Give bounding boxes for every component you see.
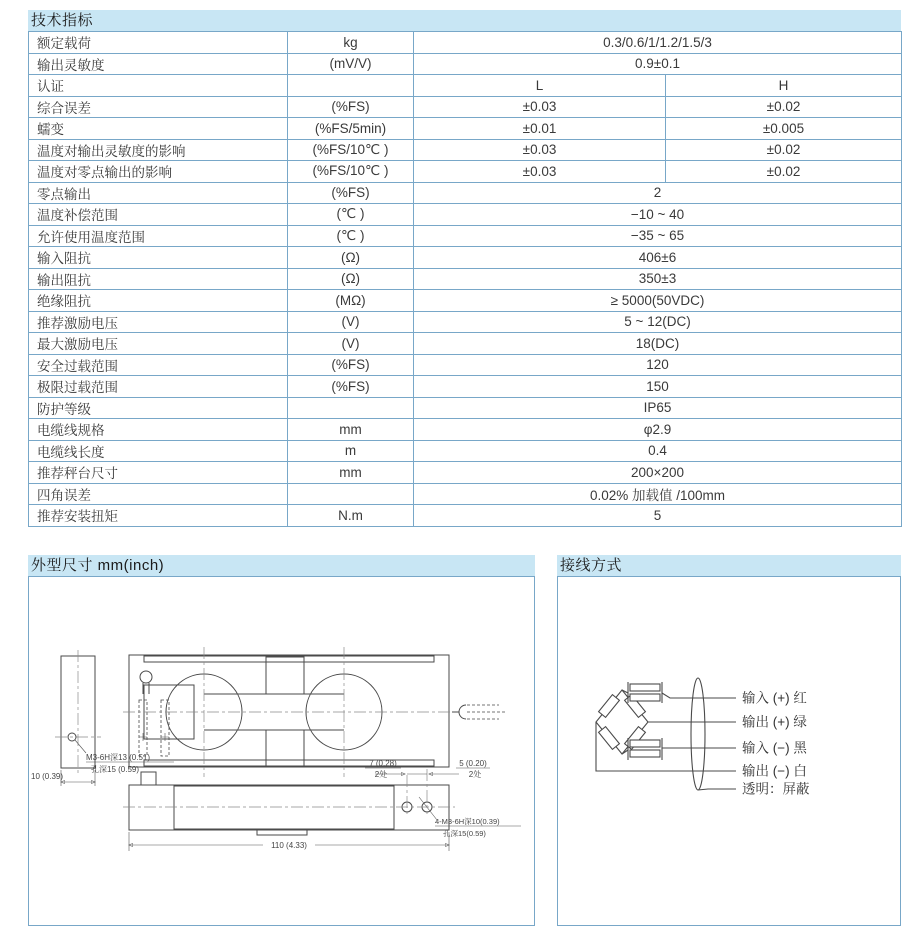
dim-label-5-qty: 2处 <box>468 769 482 779</box>
spec-value-l: ±0.03 <box>414 96 666 118</box>
dim-label-5: 5 (0.20) <box>459 758 487 768</box>
specs-table <box>28 31 902 527</box>
spec-name: 温度对零点输出的影响 <box>29 161 288 183</box>
dimensions-drawing-box <box>28 576 535 926</box>
spec-value: φ2.9 <box>414 419 902 441</box>
wire-output-minus <box>596 722 736 771</box>
spec-name: 综合误差 <box>29 96 288 118</box>
spec-value-l: ±0.03 <box>414 139 666 161</box>
spec-unit: (%FS) <box>288 182 414 204</box>
spec-unit: (Ω) <box>288 247 414 269</box>
spec-row <box>29 53 902 75</box>
dim-label-side-thread: 4-M3-6H深10(0.39) <box>435 816 500 826</box>
compensation-resistors-bottom <box>622 738 662 760</box>
dimensions-panel-title: 外型尺寸 mm(inch) <box>28 555 535 576</box>
specs-section <box>28 10 901 527</box>
spec-name: 防护等级 <box>29 397 288 419</box>
side-view <box>123 759 521 851</box>
spec-row <box>29 161 902 183</box>
spec-unit <box>288 483 414 505</box>
dim-label-end-width: 10 (0.39) <box>31 771 64 781</box>
spec-unit: (mV/V) <box>288 53 414 75</box>
spec-unit: (%FS/5min) <box>288 118 414 140</box>
spec-row <box>29 397 902 419</box>
spec-name: 额定载荷 <box>29 32 288 54</box>
spec-name: 输出阻抗 <box>29 268 288 290</box>
spec-name: 四角误差 <box>29 483 288 505</box>
spec-value: ≥ 5000(50VDC) <box>414 290 902 312</box>
wiring-label: 透明：屏蔽 <box>742 781 810 796</box>
spec-row <box>29 225 902 247</box>
spec-name: 绝缘阻抗 <box>29 290 288 312</box>
spec-value: 120 <box>414 354 902 376</box>
spec-name: 零点输出 <box>29 182 288 204</box>
spec-unit: (%FS) <box>288 96 414 118</box>
spec-name: 输出灵敏度 <box>29 53 288 75</box>
spec-value: −35 ~ 65 <box>414 225 902 247</box>
spec-value: −10 ~ 40 <box>414 204 902 226</box>
spec-name: 安全过载范围 <box>29 354 288 376</box>
spec-row <box>29 247 902 269</box>
spec-name: 最大激励电压 <box>29 333 288 355</box>
spec-unit: (%FS) <box>288 354 414 376</box>
spec-row <box>29 462 902 484</box>
wiring-panel <box>557 555 901 926</box>
spec-row <box>29 268 902 290</box>
wiring-panel-title: 接线方式 <box>557 555 901 576</box>
bottom-panels <box>28 555 918 926</box>
spec-value: 150 <box>414 376 902 398</box>
spec-value-l: ±0.03 <box>414 161 666 183</box>
spec-unit: (MΩ) <box>288 290 414 312</box>
spec-row <box>29 182 902 204</box>
spec-value: 350±3 <box>414 268 902 290</box>
dimensions-panel <box>28 555 535 926</box>
top-view <box>123 647 506 777</box>
dim-label-7: 7 (0.28) <box>369 758 397 768</box>
spec-row <box>29 75 902 97</box>
spec-name: 推荐激励电压 <box>29 311 288 333</box>
spec-row <box>29 118 902 140</box>
spec-value: 0.3/0.6/1/1.2/1.5/3 <box>414 32 902 54</box>
dim-label-overall-length: 110 (4.33) <box>271 840 307 850</box>
spec-name: 推荐安装扭矩 <box>29 505 288 527</box>
spec-row <box>29 311 902 333</box>
spec-unit: (%FS/10℃ ) <box>288 161 414 183</box>
spec-row <box>29 96 902 118</box>
spec-unit: (℃ ) <box>288 204 414 226</box>
wiring-diagram-box <box>557 576 901 926</box>
cable-entry-hole <box>140 671 152 683</box>
spec-row <box>29 419 902 441</box>
spec-value-h: H <box>666 75 902 97</box>
spec-name: 极限过载范围 <box>29 376 288 398</box>
spec-value: 200×200 <box>414 462 902 484</box>
specs-section-title: 技术指标 <box>28 10 901 31</box>
spec-value: 406±6 <box>414 247 902 269</box>
spec-unit: (%FS/10℃ ) <box>288 139 414 161</box>
spec-name: 认证 <box>29 75 288 97</box>
spec-unit: mm <box>288 462 414 484</box>
spec-unit: mm <box>288 419 414 441</box>
spec-unit: kg <box>288 32 414 54</box>
spec-value: 5 <box>414 505 902 527</box>
wiring-label: 输出 (+) 绿 <box>742 714 807 729</box>
spec-name: 温度补偿范围 <box>29 204 288 226</box>
spec-value: 18(DC) <box>414 333 902 355</box>
spec-name: 蠕变 <box>29 118 288 140</box>
spec-unit: m <box>288 440 414 462</box>
cable-ellipse <box>691 678 705 790</box>
spec-name: 推荐秤台尺寸 <box>29 462 288 484</box>
spec-unit: (V) <box>288 333 414 355</box>
spec-unit: (V) <box>288 311 414 333</box>
spec-value-h: ±0.02 <box>666 161 902 183</box>
spec-row <box>29 333 902 355</box>
dim-label-7-qty: 2处 <box>374 769 388 779</box>
spec-unit <box>288 397 414 419</box>
spec-name: 电缆线长度 <box>29 440 288 462</box>
wire-input-plus <box>662 693 736 698</box>
spec-value-h: ±0.02 <box>666 139 902 161</box>
spec-row <box>29 32 902 54</box>
spec-row <box>29 204 902 226</box>
spec-name: 输入阻抗 <box>29 247 288 269</box>
spec-row <box>29 505 902 527</box>
dim-label-side-depth: 孔深15(0.59) <box>443 828 486 838</box>
wiring-label: 输入 (−) 黑 <box>742 740 807 755</box>
spec-unit: (Ω) <box>288 268 414 290</box>
wiring-label: 输入 (+) 红 <box>742 690 807 705</box>
spec-value-l: ±0.01 <box>414 118 666 140</box>
cable-gland <box>141 772 156 785</box>
spec-unit <box>288 75 414 97</box>
spec-value: 5 ~ 12(DC) <box>414 311 902 333</box>
spec-value-l: L <box>414 75 666 97</box>
wiring-diagram <box>558 577 900 925</box>
spec-value: 0.02% 加载值 /100mm <box>414 483 902 505</box>
spec-value-h: ±0.005 <box>666 118 902 140</box>
cable-symbol <box>452 705 506 719</box>
spec-unit: (℃ ) <box>288 225 414 247</box>
spec-unit: (%FS) <box>288 376 414 398</box>
spec-unit: N.m <box>288 505 414 527</box>
spec-value: 2 <box>414 182 902 204</box>
spec-row <box>29 483 902 505</box>
spec-value-h: ±0.02 <box>666 96 902 118</box>
spec-row <box>29 376 902 398</box>
spec-row <box>29 354 902 376</box>
dim-label-end-depth: 孔深15 (0.59) <box>91 764 140 774</box>
wiring-label: 输出 (−) 白 <box>742 763 807 778</box>
spec-value: IP65 <box>414 397 902 419</box>
spec-name: 电缆线规格 <box>29 419 288 441</box>
spec-name: 温度对输出灵敏度的影响 <box>29 139 288 161</box>
wire-shield <box>698 789 736 790</box>
spec-row <box>29 139 902 161</box>
spec-value: 0.4 <box>414 440 902 462</box>
spec-row <box>29 440 902 462</box>
dim-label-end-thread: M3-6H深13 (0.51) <box>86 752 151 762</box>
spec-name: 允许使用温度范围 <box>29 225 288 247</box>
spec-row <box>29 290 902 312</box>
load-cell-drawing <box>29 577 534 925</box>
spec-value: 0.9±0.1 <box>414 53 902 75</box>
compensation-resistors-top <box>622 682 662 703</box>
